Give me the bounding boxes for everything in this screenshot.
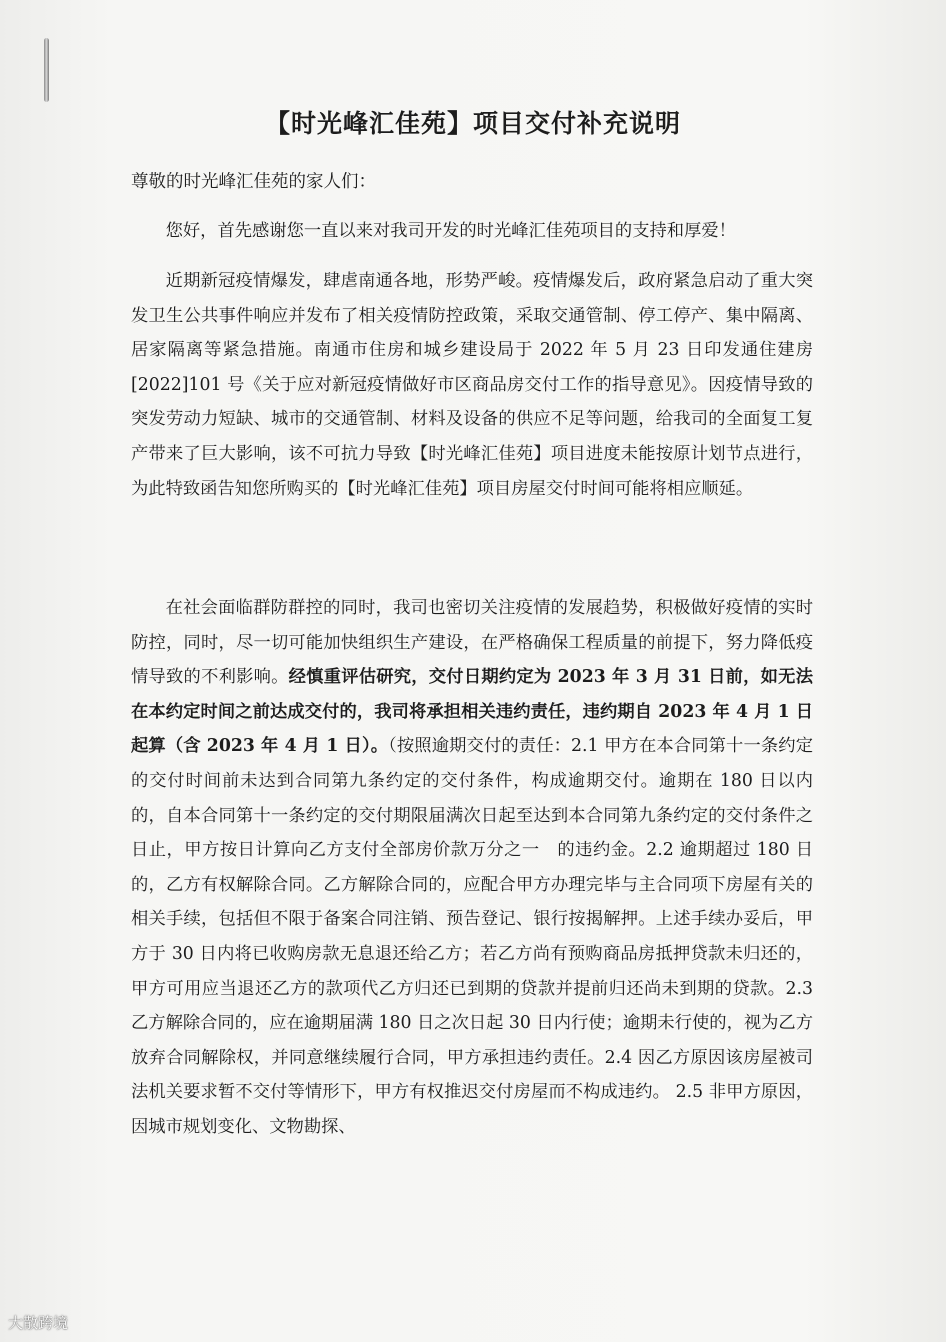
paragraph-background: 近期新冠疫情爆发，肆虐南通各地，形势严峻。疫情爆发后，政府紧急启动了重大突发卫生公共事件响应并发布了相关疫情防控政策，采取交通管制、停工停产、集中隔离、居家隔离等紧急措施。南通市住房和城乡建设局于 2022 年 5 月 23 日印发通住建房[2022]101 号《关于应对新冠疫情做好市区商品房交付工作的指导意见》。因疫情导致的突发劳动力短缺、城市的交通管制、材料及设备的供应不足等问题，给我司的全面复工复产带来了巨大影响，该不可抗力导致【时光峰汇佳苑】项目进度未能按原计划节点进行，为此特致函告知您所购买的【时光峰汇佳苑】项目房屋交付时间可能将相应顺延。	[131, 271, 813, 499]
overdue-liability-terms: （按照逾期交付的责任：2.1 甲方在本合同第十一条约定的交付时间前未达到合同第九条约定的交付条件，构成逾期交付。逾期在 180 日以内的，自本合同第十一条约定的交付期限届满次日起至达到本合同第九条约定的交付条件之日止，甲方按日计算向乙方支付全部房价款万分之一 的违约金。2.2 逾期超过 180 日的，乙方有权解除合同。乙方解除合同的，应配合甲方办理完毕与主合同项下房屋有关的相关手续，包括但不限于备案合同注销、预告登记、银行按揭解押。上述手续办妥后，甲方于 30 日内将已收购房款无息退还给乙方；若乙方尚有预购商品房抵押贷款未归还的，甲方可用应当退还乙方的款项代乙方归还已到期的贷款并提前归还尚未到期的贷款。2.3 乙方解除合同的，应在逾期届满 180 日之次日起 30 日内行使；逾期未行使的，视为乙方放弃合同解除权，并同意继续履行合同，甲方承担违约责任。2.4 因乙方原因该房屋被司法机关要求暂不交付等情形下，甲方有权推迟交付房屋而不构成违约。 2.5 非甲方原因，因城市规划变化、文物勘探、	[131, 736, 813, 1137]
salutation: 尊敬的时光峰汇佳苑的家人们：	[131, 172, 376, 192]
watermark-logo: 大散跨境	[8, 1314, 69, 1332]
delivery-date-commitment: 经慎重评估研究，交付日期约定为 2023 年 3 月 31 日前，如无法在本约定时间之前达成交付的，我司将承担相关违约责任，违约期自 2023 年 4 月 1 日起算（含 2023 年 4 月 1 日）。	[131, 667, 813, 757]
document-title: 【时光峰汇佳苑】项目交付补充说明	[264, 109, 681, 138]
paragraph-delivery-terms	[131, 591, 813, 1145]
paragraph-delivery-intro: 在社会面临群防群控的同时，我司也密切关注疫情的发展趋势，积极做好疫情的实时防控，同时，尽一切可能加快组织生产建设，在严格确保工程质量的前提下，努力降低疫情导致的不利影响。	[131, 598, 813, 688]
staple-mark	[44, 38, 49, 102]
paragraph-greeting: 您好，首先感谢您一直以来对我司开发的时光峰汇佳苑项目的支持和厚爱！	[165, 221, 736, 241]
